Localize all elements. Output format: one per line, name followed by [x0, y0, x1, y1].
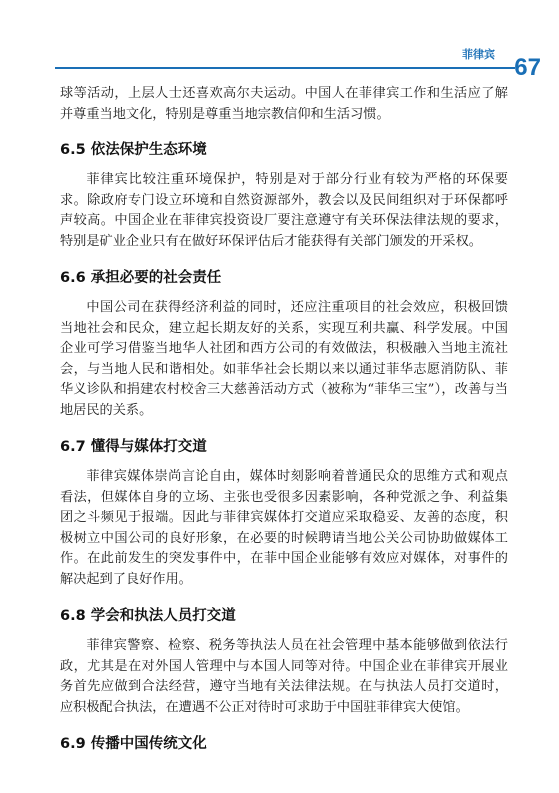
- intro-paragraph: 球等活动，上层人士还喜欢高尔夫运动。中国人在菲律宾工作和生活应了解并尊重当地文化，特别是尊重当地宗教信仰和生活习惯。: [60, 86, 508, 122]
- section-body-6-8: 菲律宾警察、检察、税务等执法人员在社会管理中基本能够做到依法行政，尤其是在对外国人管理中与本国人同等对待。中国企业在菲律宾开展业务首先应做到合法经营，遵守当地有关法律法规。在与执法人员打交道时，应积极配合执法，在遭遇不公正对待时可求助于中国驻菲律宾大使馆。: [60, 638, 508, 715]
- section-body-6-5: 菲律宾比较注重环境保护，特别是对于部分行业有较为严格的环保要求。除政府专门设立环境和自然资源部外，教会以及民间组织对于环保都呼声较高。中国企业在菲律宾投资设厂要注意遵守有关环保法律法规的要求，特别是矿业企业只有在做好环保评估后才能获得有关部门颁发的开采权。: [60, 172, 508, 249]
- running-header-label: 菲律宾: [462, 48, 495, 61]
- page-body: [60, 84, 508, 753]
- section-heading-6-9: 6.9 传播中国传统文化: [60, 736, 207, 752]
- section-body-6-6: 中国公司在获得经济利益的同时，还应注重项目的社会效应，积极回馈当地社会和民众，建立起长期友好的关系，实现互利共赢、科学发展。中国企业可学习借鉴当地华人社团和西方公司的有效做法，积极融入当地主流社会，与当地人民和谐相处。如菲华社会长期以来以通过菲华志愿消防队、菲华义诊队和捐建农村校舍三大慈善活动方式（被称为“菲华三宝”），改善与当地居民的关系。: [60, 300, 508, 418]
- section-heading-6-7: 6.7 懂得与媒体打交道: [60, 439, 207, 455]
- section-body-6-7: 菲律宾媒体崇尚言论自由，媒体时刻影响着普通民众的思维方式和观点看法，但媒体自身的立场、主张也受很多因素影响，各种党派之争、利益集团之斗频见于报端。因此与菲律宾媒体打交道应采取稳妥、友善的态度，积极树立中国公司的良好形象，在必要的时候聘请当地公关公司协助做媒体工作。在此前发生的突发事件中，在菲中国企业能够有效应对媒体，对事件的解决起到了良好作用。: [60, 469, 508, 587]
- section-heading-6-8: 6.8 学会和执法人员打交道: [60, 608, 236, 624]
- section-heading-6-5: 6.5 依法保护生态环境: [60, 142, 207, 158]
- section-heading-6-6: 6.6 承担必要的社会责任: [60, 270, 222, 286]
- page-number: 67: [514, 54, 541, 81]
- header-divider: [55, 67, 515, 69]
